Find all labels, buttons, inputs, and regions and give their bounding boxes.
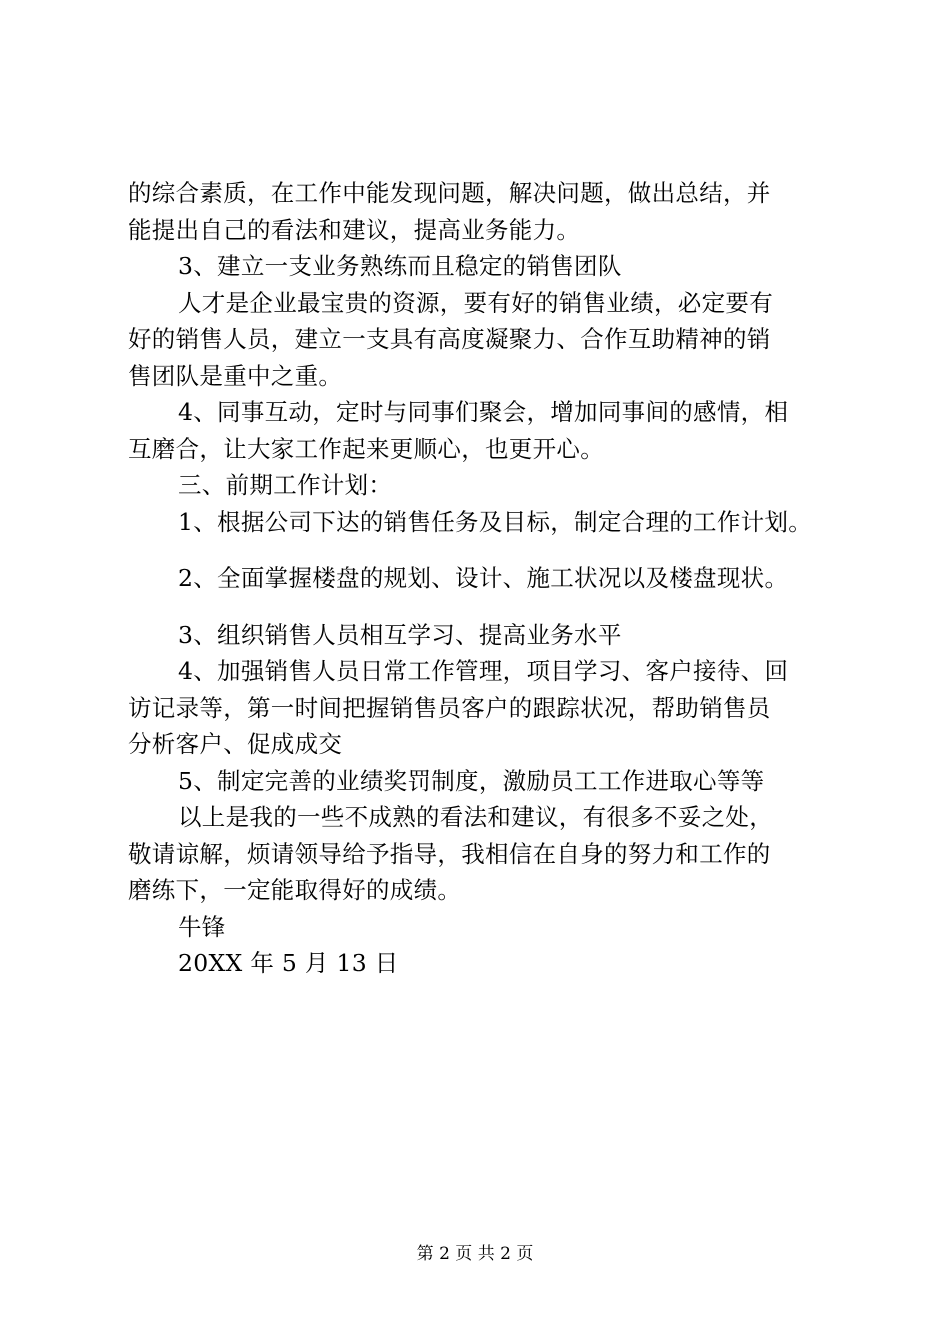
plan-item: 2、全面掌握楼盘的规划、设计、施工状况以及楼盘现状。	[178, 564, 789, 592]
paragraph-line: 能提出自己的看法和建议，提高业务能力。	[128, 215, 581, 244]
closing-paragraph: 以上是我的一些不成熟的看法和建议，有很多不妥之处，	[178, 803, 773, 831]
paragraph-line: 磨练下，一定能取得好的成绩。	[128, 876, 462, 904]
page-number-footer: 第 2 页 共 2 页	[416, 1244, 534, 1264]
paragraph-line: 售团队是重中之重。	[128, 361, 343, 390]
plan-item: 3、组织销售人员相互学习、提高业务水平	[178, 620, 622, 649]
document-body	[128, 175, 848, 982]
plan-item: 4、加强销售人员日常工作管理，项目学习、客户接待、回	[178, 657, 789, 685]
paragraph-line: 互磨合，让大家工作起来更顺心，也更开心。	[128, 434, 604, 463]
signature-name: 牛锋	[178, 912, 226, 941]
paragraph-line: 4、同事互动，定时与同事们聚会，增加同事间的感情，相	[178, 398, 789, 426]
plan-item: 5、制定完善的业绩奖罚制度，激励员工工作进取心等等	[178, 766, 765, 795]
paragraph-line: 访记录等，第一时间把握销售员客户的跟踪状况，帮助销售员	[128, 693, 771, 722]
section-heading: 三、前期工作计划：	[178, 471, 393, 499]
paragraph-line: 好的销售人员，建立一支具有高度凝聚力、合作互助精神的销	[128, 325, 771, 353]
paragraph-line: 分析客户、促成成交	[128, 730, 343, 758]
paragraph-line: 的综合素质，在工作中能发现问题，解决问题，做出总结，并	[128, 179, 771, 207]
plan-item: 1、根据公司下达的销售任务及目标，制定合理的工作计划。	[178, 507, 813, 536]
paragraph-line: 人才是企业最宝贵的资源，要有好的销售业绩，必定要有	[178, 288, 773, 317]
section-heading: 3、建立一支业务熟练而且稳定的销售团队	[178, 252, 622, 280]
blank-space	[128, 597, 848, 617]
blank-space	[128, 540, 848, 560]
signature-date: 20XX 年 5 月 13 日	[178, 949, 399, 977]
paragraph-line: 敬请谅解，烦请领导给予指导，我相信在自身的努力和工作的	[128, 839, 771, 868]
